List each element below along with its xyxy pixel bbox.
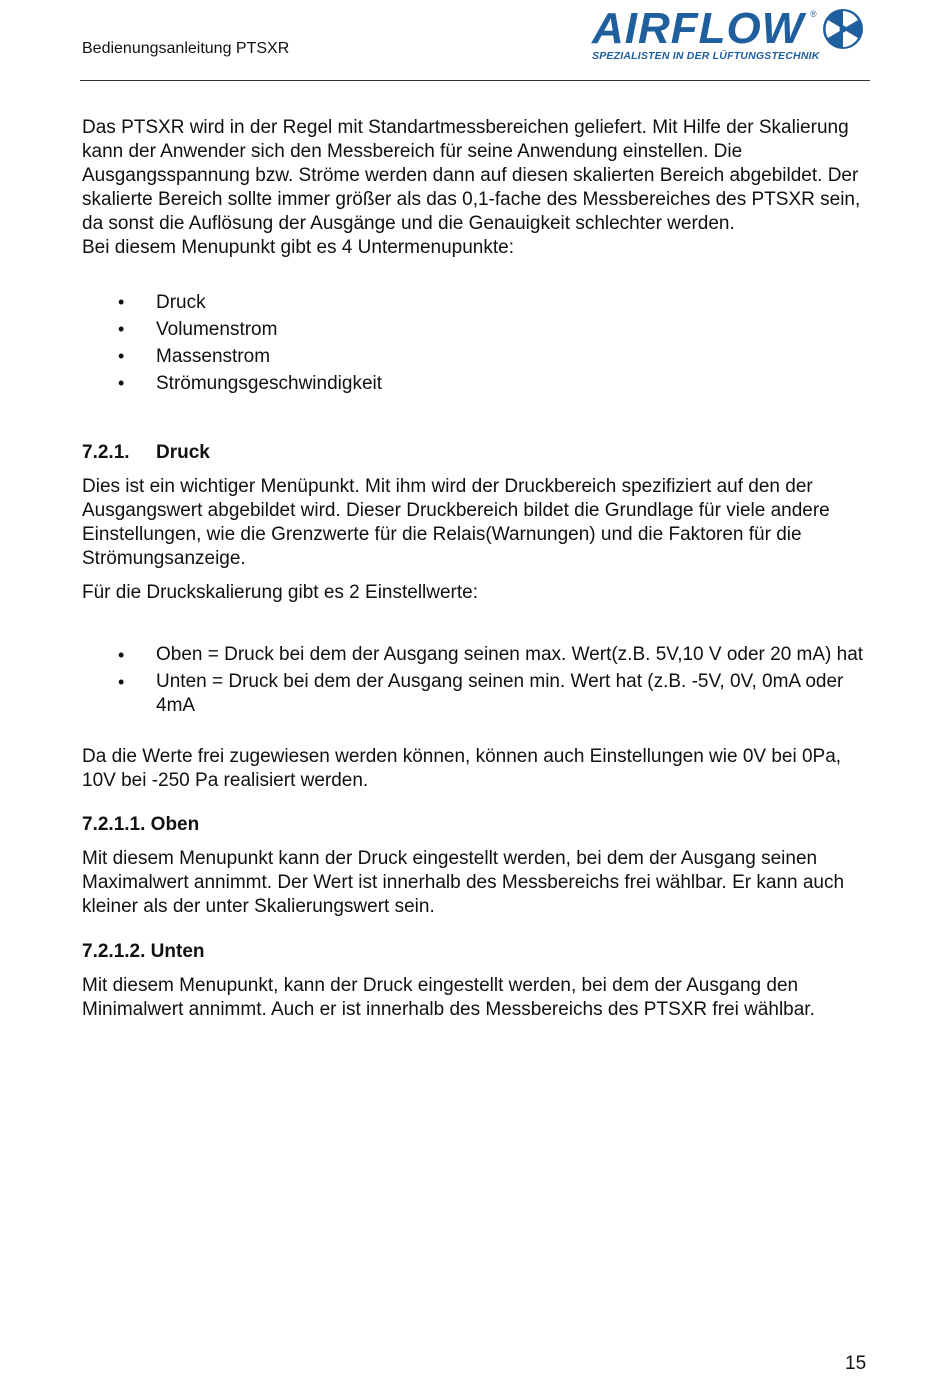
section-heading-oben: 7.2.1.1. Oben — [82, 814, 200, 835]
list-item: • Druck — [82, 289, 872, 316]
main-content — [82, 116, 872, 1022]
section-heading-druck — [82, 441, 872, 465]
druck-settings-list — [82, 643, 872, 718]
airflow-logo — [590, 6, 870, 68]
druck-settings-intro: Für die Druckskalierung gibt es 2 Einstellwerte: — [82, 582, 479, 603]
logo-wordmark: AIRFLOW — [592, 4, 805, 53]
section-title: Druck — [156, 442, 210, 463]
list-item: • Volumenstrom — [82, 316, 872, 343]
oben-paragraph: Mit diesem Menupunkt kann der Druck eingestellt werden, bei dem der Ausgang seinen Maximalwert annimmt. Der Wert ist innerhalb des Messbereichs frei wählbar. Er kann auch kleiner als der unter Skalierungswert sein. — [82, 848, 845, 917]
section-heading-unten: 7.2.1.2. Unten — [82, 941, 205, 962]
section-number: 7.2.1. — [82, 442, 130, 463]
logo-registered-mark: ® — [810, 9, 817, 19]
intro-paragraph: Das PTSXR wird in der Regel mit Standartmessbereichen geliefert. Mit Hilfe der Skalierung kann der Anwender sich den Messbereich für seine Anwendung einstellen. Die Ausgangsspannung bzw. Ströme werden dann auf diesen skalierten Bereich abgebildet. Der skalierte Bereich sollte immer größer als das 0,1-fache des Messbereiches des PTSXR sein, da sonst die Auflösung der Ausgänge und die Genauigkeit schlechter werden. — [82, 117, 861, 234]
fan-icon — [822, 8, 864, 50]
header-divider — [80, 80, 870, 81]
logo-tagline: SPEZIALISTEN IN DER LÜFTUNGSTECHNIK — [592, 50, 820, 62]
header-title: Bedienungsanleitung PTSXR — [82, 40, 290, 57]
list-item: • Unten = Druck bei dem der Ausgang seinen min. Wert hat (z.B. -5V, 0V, 0mA oder 4mA — [82, 670, 872, 718]
unten-paragraph: Mit diesem Menupunkt, kann der Druck eingestellt werden, bei dem der Ausgang den Minimalwert annimmt. Auch er ist innerhalb des Messbereichs des PTSXR frei wählbar. — [82, 975, 815, 1020]
submenu-intro: Bei diesem Menupunkt gibt es 4 Untermenupunkte: — [82, 237, 514, 258]
list-item: • Strömungsgeschwindigkeit — [82, 370, 872, 397]
submenu-list — [82, 289, 872, 397]
druck-note: Da die Werte frei zugewiesen werden können, können auch Einstellungen wie 0V bei 0Pa, 10V bei -250 Pa realisiert werden. — [82, 746, 842, 791]
druck-paragraph: Dies ist ein wichtiger Menüpunkt. Mit ihm wird der Druckbereich spezifiziert auf den der Ausgangswert abgebildet wird. Dieser Druckbereich bildet die Grundlage für viele andere Einstellungen, wie die Grenzwerte für die Relais(Warnungen) und die Faktoren für die Strömungsanzeige. — [82, 476, 830, 569]
list-item: • Massenstrom — [82, 343, 872, 370]
list-item: • Oben = Druck bei dem der Ausgang seinen max. Wert(z.B. 5V,10 V oder 20 mA) hat — [82, 643, 872, 667]
page-number: 15 — [845, 1353, 867, 1374]
